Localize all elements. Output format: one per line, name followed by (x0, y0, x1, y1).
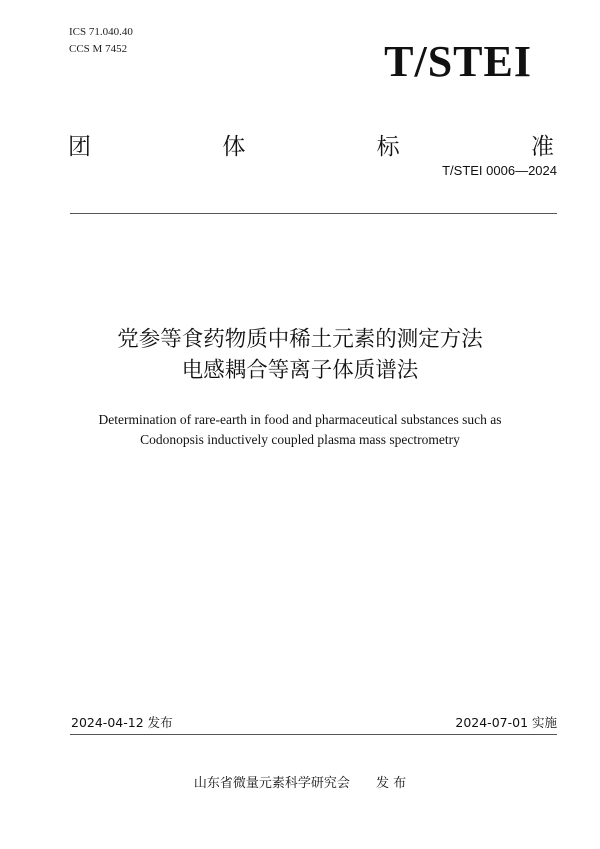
standard-type-char: 体 (222, 134, 246, 160)
issuer-line (0, 774, 600, 794)
publish-date: 2024-04-12 发布 (71, 715, 173, 730)
english-title-line-2: Codonopsis inductively coupled plasma mass spectrometry (140, 432, 460, 447)
standard-number: T/STEI 0006—2024 (442, 163, 557, 178)
standard-type-char: 标 (376, 134, 400, 160)
standard-type-char: 准 (530, 134, 554, 160)
ics-code: ICS 71.040.40 (69, 26, 133, 38)
top-divider (70, 213, 557, 214)
english-title-line-1: Determination of rare-earth in food and pharmaceutical substances such as (98, 412, 502, 427)
classification-codes (69, 24, 133, 58)
issuer-action: 发 布 (375, 776, 407, 791)
chinese-title-line-2: 电感耦合等离子体质谱法 (181, 358, 419, 383)
bottom-divider (70, 734, 557, 735)
english-title (0, 410, 600, 450)
implementation-date: 2024-07-01 实施 (455, 715, 557, 730)
standard-type-heading (68, 132, 554, 162)
standard-type-char: 团 (68, 134, 91, 160)
ccs-code: CCS M 7452 (69, 43, 128, 55)
standard-brand-logo: T/STEI (384, 37, 532, 86)
issuer-name: 山东省微量元素科学研究会 (193, 776, 350, 791)
chinese-title (0, 324, 600, 386)
chinese-title-line-1: 党参等食药物质中稀土元素的测定方法 (117, 327, 483, 352)
